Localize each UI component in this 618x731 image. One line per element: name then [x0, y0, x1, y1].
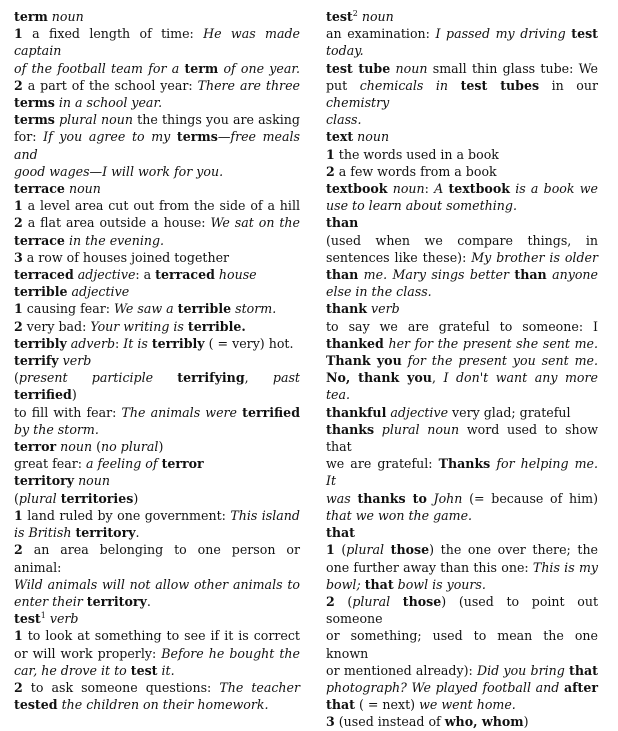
headword-text: tested	[14, 697, 58, 713]
definition-text: a flat area outside a house:	[22, 215, 211, 231]
entry-line	[14, 283, 300, 300]
definition-text: —free meals and	[14, 129, 301, 162]
headword-text: terrible	[177, 301, 232, 317]
definition-text: we went home.	[419, 697, 516, 713]
entry-line	[14, 25, 300, 59]
definition-text: anyone	[546, 267, 598, 283]
headword-text: thanked	[326, 335, 384, 351]
headword-text: 2	[326, 163, 335, 179]
entry-line	[14, 352, 300, 369]
definition-text: to look at something to see if it is correct	[22, 628, 300, 644]
entry-line	[14, 318, 300, 335]
definition-text: adverb	[66, 335, 116, 351]
entry-line	[326, 507, 598, 524]
entry-line	[14, 662, 300, 679]
definition-text: John	[426, 490, 463, 506]
definition-text: a fixed length of time:	[22, 26, 204, 42]
definition-text: This island	[230, 507, 300, 523]
entry-line	[326, 455, 598, 489]
headword-text: territories	[60, 490, 134, 506]
headword-text: test	[14, 611, 41, 627]
definition-text: We sat on the	[210, 215, 300, 231]
definition-text: He was made captain	[14, 26, 300, 59]
headword-text: terrible.	[187, 318, 246, 334]
definition-text: we are grateful:	[326, 456, 439, 472]
definition-text: )	[158, 439, 164, 455]
definition-text: or will work properly:	[14, 645, 162, 661]
definition-text: My brother is older	[471, 249, 598, 265]
definition-text: was	[326, 490, 358, 506]
headword-text: terribly	[14, 335, 67, 351]
headword-text: 2	[14, 215, 23, 231]
definition-text: ,	[431, 370, 444, 386]
headword-text: terms	[14, 95, 55, 111]
definition-text: (	[92, 439, 101, 455]
entry-line	[326, 283, 598, 300]
headword-text: terribly	[151, 335, 205, 351]
entry-line	[326, 128, 598, 145]
entry-line	[14, 645, 300, 662]
definition-text: today.	[326, 43, 364, 59]
entry-line	[326, 713, 598, 730]
headword-text: that	[569, 662, 598, 678]
definition-text: plural	[352, 593, 403, 609]
entry-line	[326, 8, 598, 25]
headword-text: Thanks	[438, 456, 491, 472]
definition-text: It is	[123, 335, 152, 351]
entry-line	[14, 627, 300, 644]
entry-line	[14, 77, 300, 94]
definition-text: the words used in a book	[334, 146, 499, 162]
entry-line	[326, 42, 598, 59]
entry-line	[14, 696, 300, 713]
definition-text: a part of the school year:	[22, 77, 198, 93]
headword-text: 2	[14, 77, 23, 93]
headword-text: 2	[14, 542, 23, 558]
headword-text: terrifying	[177, 370, 245, 386]
headword-text: 1	[14, 198, 23, 214]
entry-line	[14, 507, 300, 524]
definition-text: in the evening.	[64, 232, 165, 248]
headword-text: test tubes	[460, 77, 540, 93]
headword-text: terms	[176, 129, 218, 145]
definition-text: that we won the game.	[326, 507, 473, 523]
headword-text: terrible	[14, 284, 68, 300]
headword-text: thanks	[326, 421, 375, 437]
entry-line	[14, 421, 300, 438]
entry-line	[326, 60, 598, 77]
definition-text: .	[135, 525, 140, 541]
headword-text: 1	[14, 628, 23, 644]
definition-text: plural	[18, 490, 61, 506]
entry-line	[326, 197, 598, 214]
definition-text: use to learn about something.	[326, 198, 517, 214]
definition-text: This is my	[532, 559, 598, 575]
headword-text: than	[326, 215, 359, 231]
definition-text: noun	[353, 129, 390, 145]
definition-text: a feeling of	[86, 456, 162, 472]
definition-text: (	[334, 593, 353, 609]
headword-text: that	[326, 525, 355, 541]
definition-text: by the storm.	[14, 421, 99, 437]
headword-text: 1	[326, 146, 335, 162]
definition-text: of one year.	[218, 60, 300, 76]
definition-text: to ask someone questions:	[22, 679, 220, 695]
headword-text: terraced	[155, 267, 215, 283]
headword-text: thankful	[326, 404, 387, 420]
headword-text: test	[130, 662, 158, 678]
definition-text: is a book we	[509, 181, 598, 197]
definition-text: the children on their homework.	[57, 697, 269, 713]
entry-line	[326, 352, 598, 369]
definition-text: Did you bring	[477, 662, 570, 678]
entry-line	[14, 60, 300, 77]
entry-line	[14, 111, 300, 128]
entry-line	[326, 300, 598, 317]
entry-line	[14, 438, 300, 455]
headword-text: terrace	[14, 181, 65, 197]
definition-text: noun	[357, 9, 394, 24]
entry-line	[14, 472, 300, 489]
definition-text: :	[115, 335, 124, 351]
definition-text: an area belonging to one person or animal:	[14, 542, 300, 575]
definition-text: the things you are asking	[132, 112, 300, 128]
definition-text: (	[334, 542, 347, 558]
entry-line	[326, 249, 598, 266]
headword-text: territory	[86, 593, 147, 609]
definition-text: Your writing is	[90, 318, 188, 334]
entry-line	[326, 163, 598, 180]
definition-text: )	[133, 490, 139, 506]
entry-line	[14, 300, 300, 317]
definition-text: past	[272, 370, 300, 386]
headword-text: than	[514, 267, 547, 283]
headword-text: test	[571, 26, 599, 42]
entry-line	[326, 559, 598, 576]
entry-line	[14, 679, 300, 696]
definition-text: me. Mary sings better	[358, 267, 515, 283]
definition-text: great fear:	[14, 456, 86, 472]
definition-text: present participle	[18, 370, 178, 386]
definition-text: her for the present she sent me.	[383, 335, 598, 351]
entry-line	[14, 180, 300, 197]
definition-text: or mentioned already):	[326, 662, 478, 678]
definition-text: word used to show that	[326, 421, 598, 455]
entry-line	[326, 404, 598, 421]
definition-text: else in the class.	[326, 284, 432, 300]
definition-text: The animals were	[121, 404, 243, 420]
headword-text: term	[184, 60, 219, 76]
headword-text: that	[326, 697, 355, 713]
headword-text: term	[14, 9, 48, 24]
entry-line	[326, 679, 598, 696]
entry-line	[326, 335, 598, 352]
definition-text: in a school year.	[54, 95, 163, 111]
entry-line	[14, 163, 300, 180]
definition-text: :	[424, 181, 435, 197]
entry-line	[14, 490, 300, 507]
definition-text: it.	[157, 662, 175, 678]
entry-line	[14, 232, 300, 249]
definition-text: photograph? We played football and	[326, 679, 564, 695]
definition-text: bowl;	[326, 576, 365, 592]
definition-text: )	[71, 387, 77, 403]
entry-line	[326, 627, 598, 661]
headword-text: terraced	[14, 267, 74, 283]
entry-line	[326, 180, 598, 197]
definition-text: There are three	[197, 77, 300, 93]
entry-line	[14, 94, 300, 111]
definition-text: sentences like these):	[326, 249, 472, 265]
definition-text: : a	[135, 267, 156, 283]
definition-text: (used instead of	[334, 714, 445, 730]
definition-text: ,	[244, 370, 273, 386]
definition-text: class.	[326, 112, 362, 128]
entry-line	[14, 249, 300, 266]
headword-text: 3	[14, 249, 23, 265]
headword-text: those	[402, 593, 442, 609]
definition-text: )	[523, 714, 529, 730]
definition-text: noun	[56, 439, 93, 455]
definition-text: adjective	[73, 267, 136, 283]
headword-text: those	[390, 542, 430, 558]
definition-text: to fill with fear:	[14, 404, 122, 420]
entry-line	[14, 197, 300, 214]
headword-text: No, thank you	[326, 370, 432, 386]
definition-text: a few words from a book	[334, 163, 497, 179]
entry-line	[14, 610, 300, 627]
entry-line	[326, 541, 598, 558]
headword-text: thank	[326, 301, 368, 317]
definition-text: If you agree to my	[43, 129, 177, 145]
entry-line	[14, 8, 300, 25]
definition-text: small thin glass tube: We	[427, 60, 599, 76]
entry-line	[14, 576, 300, 593]
entry-line	[326, 593, 598, 627]
entry-line	[326, 232, 598, 249]
headword-text: terrace	[14, 232, 65, 248]
definition-text: plural	[346, 542, 391, 558]
entry-line	[14, 266, 300, 283]
definition-text: noun	[47, 9, 84, 24]
definition-text: for:	[14, 129, 44, 145]
definition-text: storm.	[231, 301, 277, 317]
entry-line	[14, 455, 300, 472]
definition-text: car, he drove it to	[14, 662, 131, 678]
definition-text: noun	[74, 473, 110, 489]
headword-text: 1	[326, 542, 335, 558]
headword-text: territory	[14, 473, 75, 489]
entry-line	[326, 25, 598, 42]
entry-line	[14, 335, 300, 352]
headword-text: test	[326, 9, 353, 24]
headword-text: terrified	[14, 387, 72, 403]
definition-text: noun	[64, 181, 101, 197]
definition-text: of the football team for a	[14, 60, 185, 76]
entry-line	[326, 696, 598, 713]
headword-text: thanks to	[357, 490, 427, 506]
headword-text: terror	[14, 439, 57, 455]
entry-line	[326, 490, 598, 507]
right-column	[326, 8, 598, 731]
entry-line	[326, 146, 598, 163]
entry-line	[326, 266, 598, 283]
headword-text: 2	[14, 679, 23, 695]
entry-line	[326, 662, 598, 679]
definition-text: adjective	[67, 284, 130, 300]
headword-text: text	[326, 129, 354, 145]
definition-text: ) the one over there; the	[429, 542, 599, 558]
definition-text: chemistry	[326, 95, 390, 111]
entry-line	[326, 369, 598, 403]
headword-text: than	[326, 267, 359, 283]
entry-line	[14, 593, 300, 610]
definition-text: to say we are grateful to someone: I	[326, 318, 598, 334]
headword-text: terms	[14, 112, 55, 128]
definition-text: ( = next)	[354, 697, 420, 713]
definition-text: I passed my driving	[435, 26, 572, 42]
definition-text: plural noun	[54, 112, 133, 128]
definition-text: in our	[539, 77, 598, 93]
entry-line	[326, 524, 598, 541]
superscript-number: 1	[40, 610, 46, 620]
definition-text: We saw a	[114, 301, 178, 317]
entry-line	[326, 318, 598, 335]
entry-line	[14, 404, 300, 421]
headword-text: territory	[75, 525, 136, 541]
definition-text: a level area cut out from the side of a hill	[22, 198, 300, 214]
definition-text: verb	[367, 301, 400, 317]
definition-text: adjective	[386, 404, 449, 420]
definition-text: a row of houses joined together	[22, 249, 230, 265]
superscript-number: 2	[352, 8, 358, 18]
definition-text: is British	[14, 525, 76, 541]
headword-text: 1	[14, 507, 23, 523]
definition-text: (	[14, 490, 19, 506]
definition-text: good wages—I will work for you.	[14, 163, 224, 179]
entry-line	[326, 77, 598, 111]
definition-text: put	[326, 77, 360, 93]
definition-text: bowl is yours.	[393, 576, 486, 592]
headword-text: after	[563, 679, 598, 695]
headword-text: terror	[161, 456, 204, 472]
definition-text: verb	[58, 353, 92, 369]
headword-text: who, whom	[444, 714, 524, 730]
headword-text: 1	[14, 301, 23, 317]
definition-text: land ruled by one government:	[22, 507, 231, 523]
definition-text: for the present you sent me.	[401, 353, 598, 369]
headword-text: 2	[326, 593, 335, 609]
definition-text: for helping me. It	[326, 456, 599, 489]
definition-text: verb	[45, 611, 79, 627]
headword-text: 2	[14, 318, 23, 334]
definition-text: ) (used to point out someone	[326, 593, 599, 627]
headword-text: terrified	[242, 404, 300, 420]
definition-text: plural noun	[374, 421, 460, 437]
definition-text: (	[14, 370, 19, 386]
definition-text: A	[434, 181, 449, 197]
definition-text: I don't want any more tea.	[326, 370, 598, 403]
definition-text: (used when we compare things, in	[326, 232, 598, 248]
definition-text: noun	[390, 60, 428, 76]
headword-text: textbook	[326, 181, 388, 197]
definition-text: Wild animals will not allow other animals to	[14, 576, 300, 592]
headword-text: terrify	[14, 353, 59, 369]
entry-line	[14, 541, 300, 575]
definition-text: Before he bought the	[161, 645, 300, 661]
definition-text: or something; used to mean the one known	[326, 628, 598, 661]
headword-text: Thank you	[326, 353, 402, 369]
entry-line	[326, 421, 598, 455]
left-column	[14, 8, 300, 713]
definition-text: no plural	[100, 439, 159, 455]
definition-text: very glad; grateful	[448, 404, 571, 420]
definition-text: ( = very) hot.	[204, 335, 294, 351]
headword-text: that	[364, 576, 394, 592]
definition-text: one further away than this one:	[326, 559, 533, 575]
definition-text: The teacher	[219, 679, 300, 695]
entry-line	[14, 524, 300, 541]
entry-line	[14, 214, 300, 231]
entry-line	[14, 128, 300, 162]
entry-line	[326, 214, 598, 231]
definition-text: .	[146, 593, 151, 609]
definition-text: causing fear:	[22, 301, 114, 317]
entry-line	[326, 576, 598, 593]
definition-text: noun	[387, 181, 425, 197]
entry-line	[14, 369, 300, 403]
definition-text: chemicals in	[359, 77, 461, 93]
definition-text: very bad:	[22, 318, 91, 334]
entry-line	[326, 111, 598, 128]
headword-text: 3	[326, 714, 335, 730]
definition-text: (= because of him)	[462, 490, 598, 506]
headword-text: 1	[14, 26, 23, 42]
definition-text: house	[214, 267, 257, 283]
headword-text: textbook	[448, 181, 510, 197]
headword-text: test tube	[326, 60, 391, 76]
definition-text: enter their	[14, 593, 87, 609]
definition-text: an examination:	[326, 26, 436, 42]
